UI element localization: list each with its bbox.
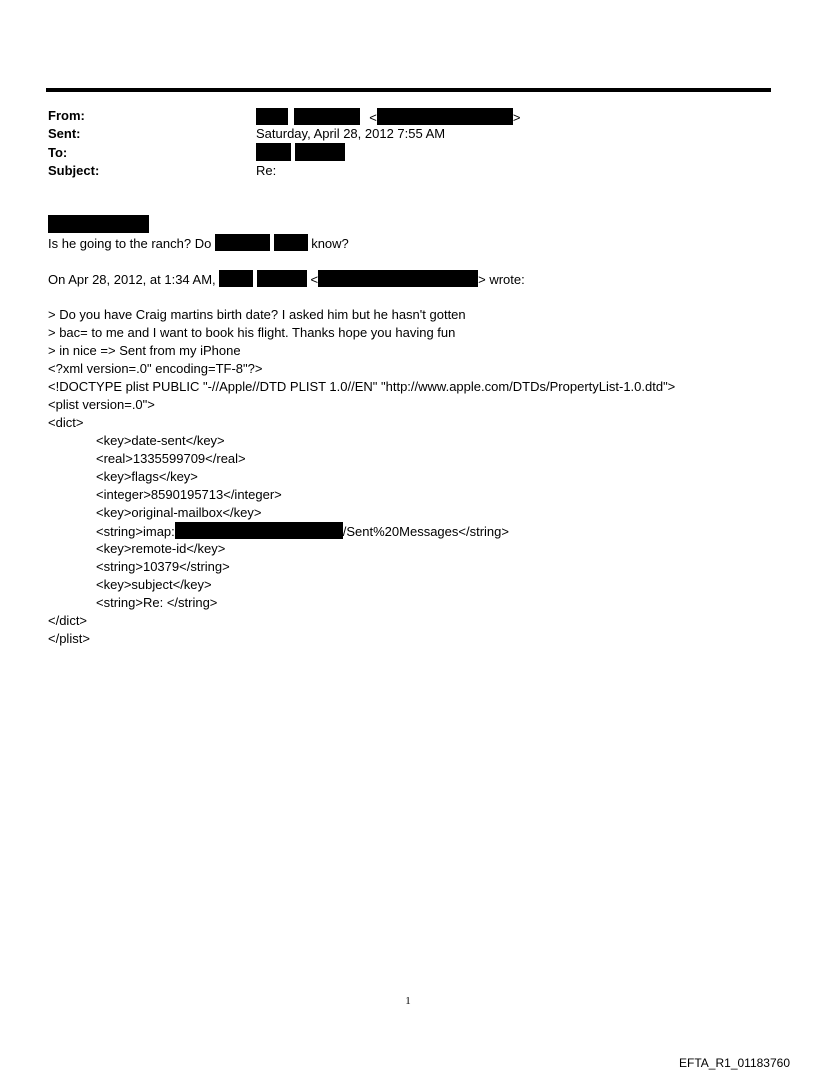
redaction-bar — [256, 108, 288, 125]
body-text: Is he going to the ranch? Do — [48, 236, 215, 251]
from-email-close: > — [512, 110, 521, 125]
redaction-bar — [48, 215, 149, 233]
redaction-bar — [215, 234, 270, 251]
plist-value: <integer>8590195713</integer> — [96, 487, 282, 502]
subject-value: Re: — [256, 163, 277, 178]
redaction-bar — [274, 234, 308, 251]
from-email-open: < — [369, 110, 377, 125]
redaction-bar — [175, 522, 343, 539]
body-text: On Apr 28, 2012, at 1:34 AM, — [48, 272, 220, 287]
plist-key: <key>subject</key> — [96, 577, 212, 592]
plist-open: <plist version=.0"> — [48, 397, 155, 412]
body-text: /Sent%20Messages</string> — [342, 524, 509, 539]
quote-line: > in nice => Sent from my iPhone — [48, 343, 241, 358]
redaction-bar — [294, 108, 360, 125]
plist-value: <real>1335599709</real> — [96, 451, 246, 466]
from-label: From: — [48, 108, 85, 123]
plist-key: <key>flags</key> — [96, 469, 198, 484]
plist-key: <key>date-sent</key> — [96, 433, 225, 448]
bates-number: EFTA_R1_01183760 — [679, 1056, 790, 1070]
plist-value: <string>Re: </string> — [96, 595, 218, 610]
subject-label: Subject: — [48, 163, 100, 178]
redaction-bar — [295, 143, 345, 161]
redaction-bar — [318, 270, 478, 287]
redaction-bar — [219, 270, 253, 287]
redaction-bar — [256, 143, 291, 161]
plist-value — [96, 522, 509, 540]
redaction-bar — [377, 108, 513, 125]
body-text: know? — [307, 236, 349, 251]
from-value — [256, 108, 520, 126]
body-line-question — [48, 234, 349, 252]
dict-close: </dict> — [48, 613, 88, 628]
header-rule — [46, 88, 771, 92]
body-text: < — [310, 272, 319, 287]
plist-value: <string>10379</string> — [96, 559, 230, 574]
quote-line: > bac= to me and I want to book his flight. Thanks hope you having fun — [48, 325, 456, 340]
plist-key: <key>remote-id</key> — [96, 541, 226, 556]
sent-label: Sent: — [48, 126, 81, 141]
body-text: <string>imap: — [96, 524, 175, 539]
page-number: 1 — [405, 995, 411, 1007]
sent-value: Saturday, April 28, 2012 7:55 AM — [256, 126, 446, 141]
to-label: To: — [48, 145, 68, 160]
dict-open: <dict> — [48, 415, 84, 430]
body-text: > wrote: — [478, 272, 525, 287]
plist-close: </plist> — [48, 631, 90, 646]
doctype-line: <!DOCTYPE plist PUBLIC "-//Apple//DTD PLIST 1.0//EN" "http://www.apple.com/DTDs/PropertyList-1.0.dtd"> — [48, 379, 676, 394]
body-line-attribution — [48, 270, 525, 288]
xml-declaration: <?xml version=.0" encoding=TF-8"?> — [48, 361, 263, 376]
redaction-bar — [257, 270, 307, 287]
plist-key: <key>original-mailbox</key> — [96, 505, 262, 520]
quote-line: > Do you have Craig martins birth date? I asked him but he hasn't gotten — [48, 307, 466, 322]
